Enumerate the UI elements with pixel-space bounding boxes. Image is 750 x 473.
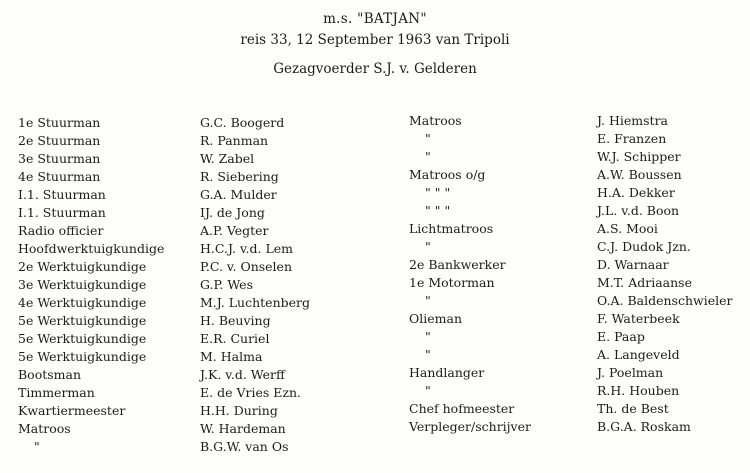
crew-rank: Timmerman [18,385,95,400]
crew-rank: " [425,329,431,344]
crew-rank: 1e Stuurman [18,115,101,130]
crew-rank: " [425,293,431,308]
crew-rank: Handlanger [409,365,485,380]
crew-rank: Kwartiermeester [18,403,126,418]
crew-name: M.T. Adriaanse [597,275,692,290]
crew-rank: 5e Werktuigkundige [18,313,147,328]
crew-name: P.C. v. Onselen [200,259,292,274]
crew-name: G.C. Boogerd [200,115,285,130]
crew-rank: Verpleger/schrijver [409,419,531,434]
crew-name: A.W. Boussen [597,167,682,182]
crew-name: C.J. Dudok Jzn. [597,239,691,254]
crew-rank: " [425,149,431,164]
names-column-left [200,114,310,456]
crew-name: A.P. Vegter [200,223,269,238]
crew-name: J.L. v.d. Boon [597,203,680,218]
crew-rank: 2e Stuurman [18,133,101,148]
crew-rank: I.1. Stuurman [18,205,106,220]
crew-name: IJ. de Jong [200,205,265,220]
crew-name: O.A. Baldenschwieler [597,293,733,308]
crew-rank: Lichtmatroos [409,221,494,236]
crew-rank: Hoofdwerktuigkundige [18,241,165,256]
crew-name: B.G.W. van Os [200,439,289,454]
crew-name: E.R. Curiel [200,331,270,346]
ranks-column-right [409,112,531,436]
crew-name: E. Franzen [597,131,667,146]
crew-name: Th. de Best [597,401,669,416]
crew-rank: 2e Werktuigkundige [18,259,147,274]
crew-rank: 5e Werktuigkundige [18,349,147,364]
crew-rank: Matroos [409,113,462,128]
crew-name: J. Hiemstra [597,113,669,128]
ship-title: m.s. "BATJAN" [323,11,427,27]
crew-rank: " [34,439,40,454]
crew-name: W.J. Schipper [597,149,681,164]
crew-name: G.P. Wes [200,277,253,292]
crew-rank: I.1. Stuurman [18,187,106,202]
crew-name: F. Waterbeek [597,311,680,326]
crew-rank: " [425,239,431,254]
crew-rank: 4e Werktuigkundige [18,295,147,310]
crew-name: B.G.A. Roskam [597,419,691,434]
names-column-right [597,112,732,436]
crew-name: M.J. Luchtenberg [200,295,311,310]
crew-rank: " [425,347,431,362]
captain-line: Gezagvoerder S.J. v. Gelderen [273,61,477,77]
crew-name: W. Hardeman [200,421,286,436]
crew-rank: " " " [425,203,451,218]
crew-rank: 4e Stuurman [18,169,101,184]
crew-rank: Olieman [409,311,462,326]
crew-name: H.C.J. v.d. Lem [200,241,294,256]
crew-name: W. Zabel [200,151,255,166]
crew-rank: 1e Motorman [409,275,495,290]
crew-name: A.S. Mooi [597,221,658,236]
crew-rank: " " " [425,185,451,200]
crew-rank: 3e Werktuigkundige [18,277,147,292]
crew-name: A. Langeveld [597,347,680,362]
crew-rank: " [425,383,431,398]
crew-rank: Matroos o/g [409,167,486,182]
crew-rank: Bootsman [18,367,82,382]
crew-rank: 3e Stuurman [18,151,101,166]
crew-name: H.A. Dekker [597,185,675,200]
crew-name: J. Poelman [597,365,664,380]
crew-name: R. Siebering [200,169,279,184]
crew-name: G.A. Mulder [200,187,277,202]
crew-name: E. Paap [597,329,645,344]
crew-rank: Chef hofmeester [409,401,515,416]
crew-name: D. Warnaar [597,257,669,272]
voyage-line: reis 33, 12 September 1963 van Tripoli [240,32,510,48]
crew-rank: " [425,131,431,146]
crew-name: R.H. Houben [597,383,680,398]
crew-rank: Matroos [18,421,71,436]
crew-name: E. de Vries Ezn. [200,385,301,400]
crew-name: R. Panman [200,133,269,148]
ranks-column-left [18,114,164,456]
crew-rank: 5e Werktuigkundige [18,331,147,346]
crew-name: M. Halma [200,349,263,364]
crew-name: H.H. During [200,403,278,418]
crew-rank: Radio officier [18,223,104,238]
crew-rank: 2e Bankwerker [409,257,506,272]
crew-name: J.K. v.d. Werff [200,367,285,382]
crew-name: H. Beuving [200,313,271,328]
